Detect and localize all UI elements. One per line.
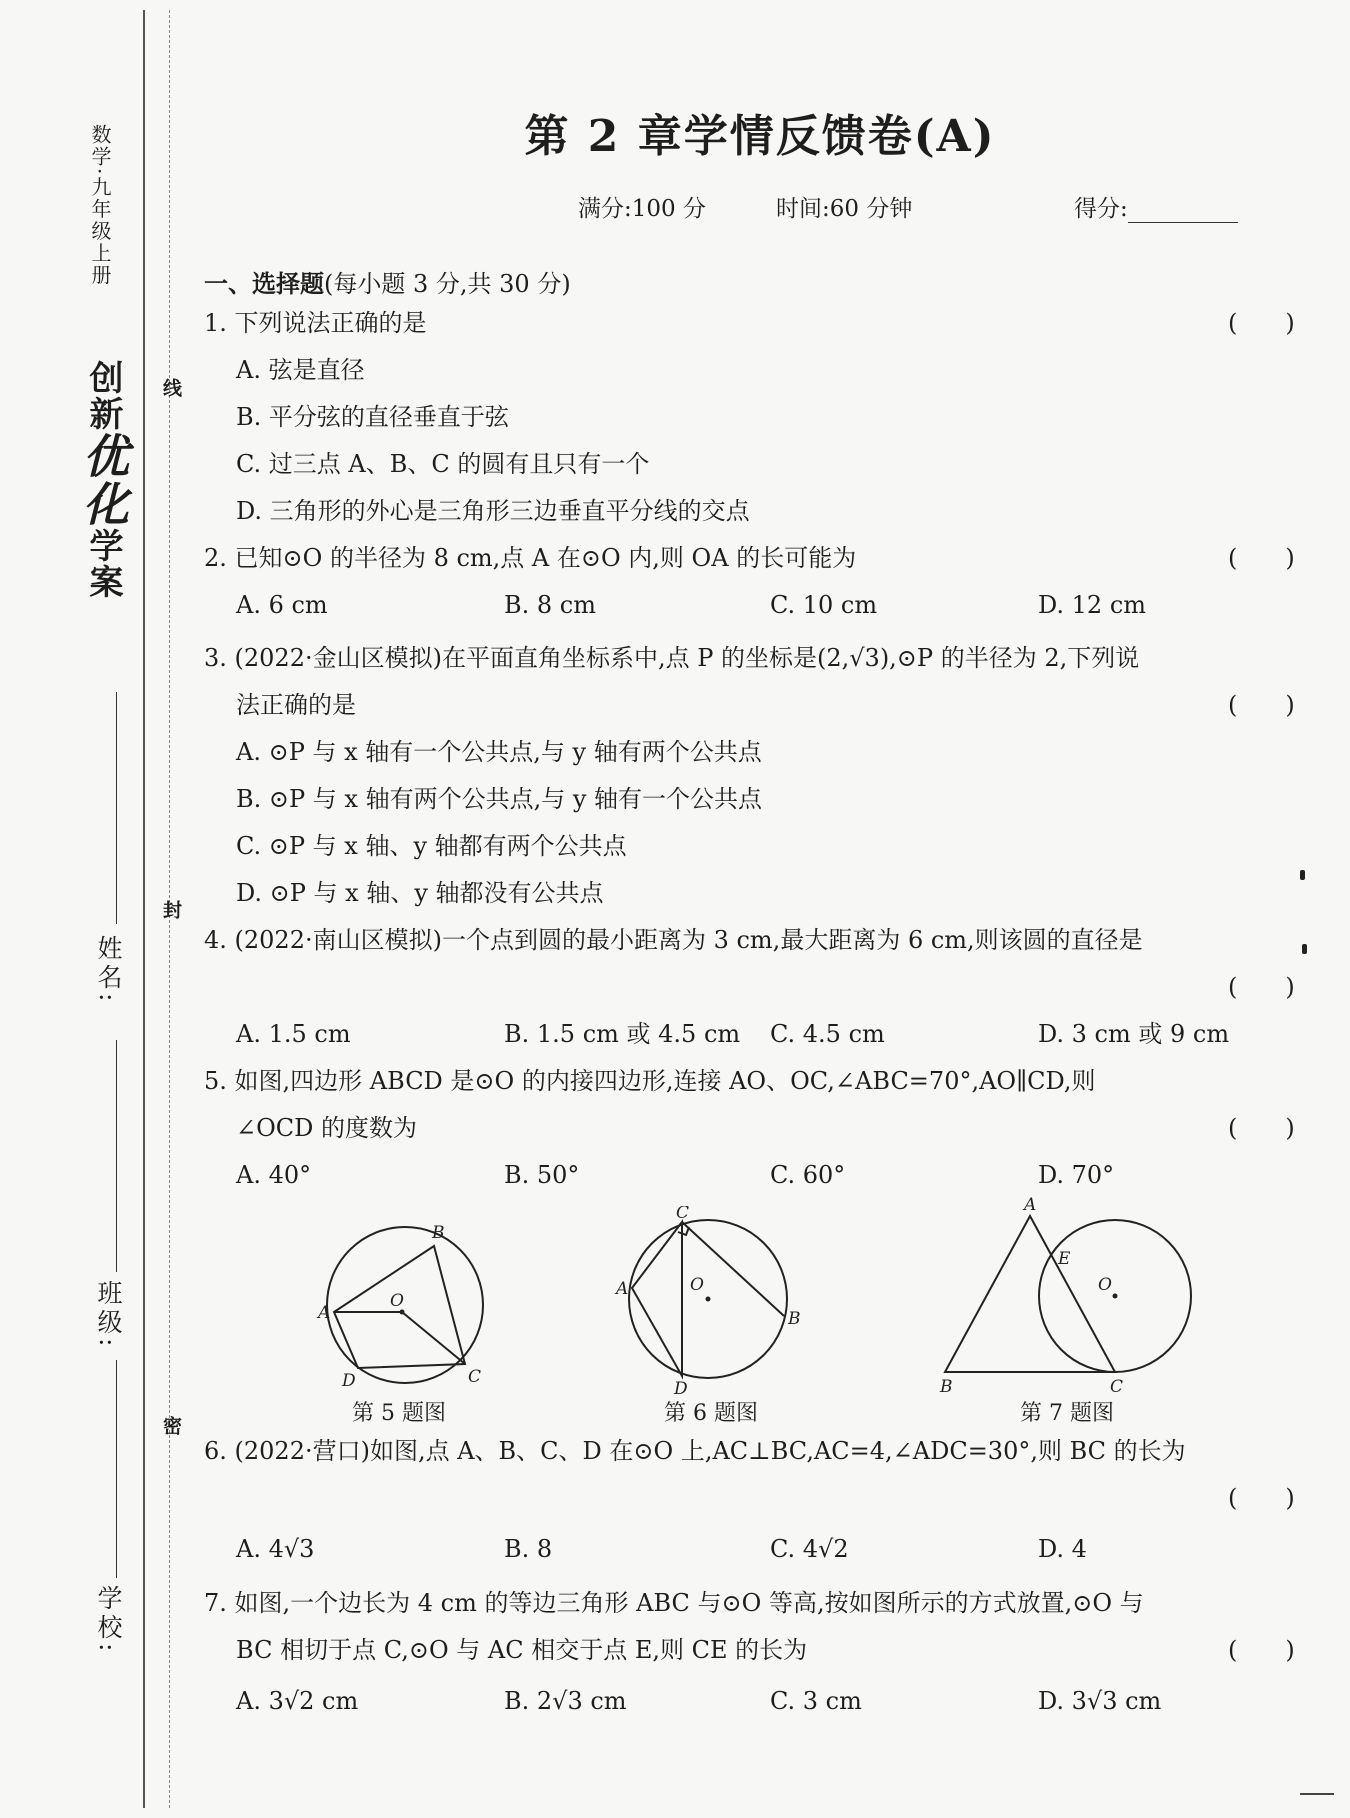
margin-mark <box>1302 944 1307 954</box>
question-7-stem-cont: BC 相切于点 C,⊙O 与 AC 相交于点 E,则 CE 的长为 <box>236 1636 808 1664</box>
option: B. 8 <box>504 1535 553 1563</box>
option: A. 弦是直径 <box>236 356 365 384</box>
label-b: B <box>788 1309 801 1329</box>
label-o: O <box>690 1275 704 1295</box>
answer-paren[interactable]: ( ) <box>1228 544 1295 572</box>
label-b: B <box>432 1223 445 1243</box>
option: D. 3 cm 或 9 cm <box>1038 1020 1230 1048</box>
option: A. 40° <box>236 1161 312 1189</box>
option: C. 3 cm <box>770 1687 862 1715</box>
label-d: D <box>342 1371 356 1390</box>
question-3-stem-cont: 法正确的是 <box>236 691 356 719</box>
answer-paren[interactable]: ( ) <box>1228 309 1295 337</box>
option: C. 60° <box>770 1161 846 1189</box>
option: A. 4√3 <box>236 1535 315 1563</box>
option: B. 1.5 cm 或 4.5 cm <box>504 1020 741 1048</box>
label-o: O <box>390 1291 404 1311</box>
question-5-stem-cont: ∠OCD 的度数为 <box>236 1114 418 1142</box>
option: A. 1.5 cm <box>236 1020 351 1048</box>
question-6-stem: 6. (2022·营口)如图,点 A、B、C、D 在⊙O 上,AC⊥BC,AC=4,∠ADC=30°,则 BC 的长为 <box>204 1437 1186 1465</box>
option: C. 10 cm <box>770 591 878 619</box>
option: B. 8 cm <box>504 591 596 619</box>
option: D. 三角形的外心是三角形三边垂直平分线的交点 <box>236 497 750 525</box>
caption-q7: 第 7 题图 <box>1020 1401 1114 1426</box>
option: C. 过三点 A、B、C 的圆有且只有一个 <box>236 450 650 478</box>
score-field <box>1074 190 1238 223</box>
option: B. 平分弦的直径垂直于弦 <box>236 403 509 431</box>
answer-paren[interactable]: ( ) <box>1228 973 1295 1001</box>
section-note: (每小题 3 分,共 30 分) <box>324 270 571 298</box>
full-score: 满分:100 分 <box>578 196 706 222</box>
question-3-stem: 3. (2022·金山区模拟)在平面直角坐标系中,点 P 的坐标是(2,√3),⊙P 的半径为 2,下列说 <box>204 644 1140 672</box>
option: C. 4.5 cm <box>770 1020 885 1048</box>
center-dot <box>706 1297 711 1302</box>
caption-q5: 第 5 题图 <box>352 1401 446 1426</box>
label-c: C <box>468 1367 482 1387</box>
label-a: A <box>318 1303 331 1323</box>
triangle-abc <box>945 1216 1115 1372</box>
option: D. 4 <box>1038 1535 1087 1563</box>
label-a: A <box>1024 1196 1037 1215</box>
section-heading <box>204 264 571 299</box>
page-title: 第 2 章学情反馈卷(A) <box>524 111 996 162</box>
brand-emphasis: 优化 <box>76 432 130 528</box>
label-b: B <box>940 1377 953 1396</box>
question-5-stem: 5. 如图,四边形 ABCD 是⊙O 的内接四边形,连接 AO、OC,∠ABC=70°,AO∥CD,则 <box>204 1067 1096 1095</box>
class-field-label: 班级: <box>94 1280 123 1351</box>
time-limit: 时间:60 分钟 <box>776 196 913 222</box>
seal-word-secret: 密 <box>160 1416 182 1435</box>
answer-paren[interactable]: ( ) <box>1228 1484 1295 1512</box>
option: A. 3√2 cm <box>236 1687 359 1715</box>
label-c: C <box>676 1206 690 1223</box>
option: C. ⊙P 与 x 轴、y 轴都有两个公共点 <box>236 832 627 860</box>
label-d: D <box>674 1379 688 1396</box>
seal-word-seal: 封 <box>160 900 182 919</box>
option: B. 2√3 cm <box>504 1687 627 1715</box>
question-2-stem: 2. 已知⊙O 的半径为 8 cm,点 A 在⊙O 内,则 OA 的长可能为 <box>204 544 857 572</box>
margin-mark <box>1300 870 1305 880</box>
score-label: 得分: <box>1074 196 1128 222</box>
answer-paren[interactable]: ( ) <box>1228 1114 1295 1142</box>
page-edge-mark <box>1300 1793 1334 1795</box>
option: D. 12 cm <box>1038 591 1147 619</box>
seal-word-line: 线 <box>160 378 182 397</box>
school-field-label: 学校: <box>94 1585 123 1656</box>
option: C. 4√2 <box>770 1535 849 1563</box>
answer-paren[interactable]: ( ) <box>1228 691 1295 719</box>
option: A. 6 cm <box>236 591 328 619</box>
label-e: E <box>1058 1249 1071 1269</box>
label-a: A <box>616 1279 629 1299</box>
section-title: 一、选择题 <box>204 270 324 298</box>
class-field-line[interactable] <box>116 1040 117 1272</box>
option: D. 3√3 cm <box>1038 1687 1162 1715</box>
score-blank[interactable] <box>1128 200 1238 223</box>
option: D. 70° <box>1038 1161 1115 1189</box>
figure-q6 <box>608 1206 808 1396</box>
option: A. ⊙P 与 x 轴有一个公共点,与 y 轴有两个公共点 <box>236 738 762 766</box>
option: B. ⊙P 与 x 轴有两个公共点,与 y 轴有一个公共点 <box>236 785 763 813</box>
name-field-line[interactable] <box>116 692 117 924</box>
figure-q5 <box>310 1210 500 1390</box>
question-1-stem: 1. 下列说法正确的是 <box>204 309 427 337</box>
question-7-stem: 7. 如图,一个边长为 4 cm 的等边三角形 ABC 与⊙O 等高,按如图所示的方式放置,⊙O 与 <box>204 1589 1144 1617</box>
segment-cb <box>682 1222 784 1316</box>
answer-paren[interactable]: ( ) <box>1228 1636 1295 1664</box>
brand-logo: 创新优化学案 <box>76 360 130 600</box>
label-c: C <box>1110 1377 1124 1396</box>
series-label: 数学·九年级上册 <box>88 124 112 287</box>
school-field-line[interactable] <box>116 1360 117 1578</box>
figure-q7 <box>930 1196 1200 1396</box>
question-4-stem: 4. (2022·南山区模拟)一个点到圆的最小距离为 3 cm,最大距离为 6 cm,则该圆的直径是 <box>204 926 1143 954</box>
label-o: O <box>1098 1275 1112 1295</box>
caption-q6: 第 6 题图 <box>664 1401 758 1426</box>
option: D. ⊙P 与 x 轴、y 轴都没有公共点 <box>236 879 604 907</box>
name-field-label: 姓名: <box>94 935 123 1006</box>
option: B. 50° <box>504 1161 580 1189</box>
center-dot <box>1113 1294 1118 1299</box>
binding-line <box>143 10 145 1808</box>
triangle-acd <box>632 1222 682 1376</box>
